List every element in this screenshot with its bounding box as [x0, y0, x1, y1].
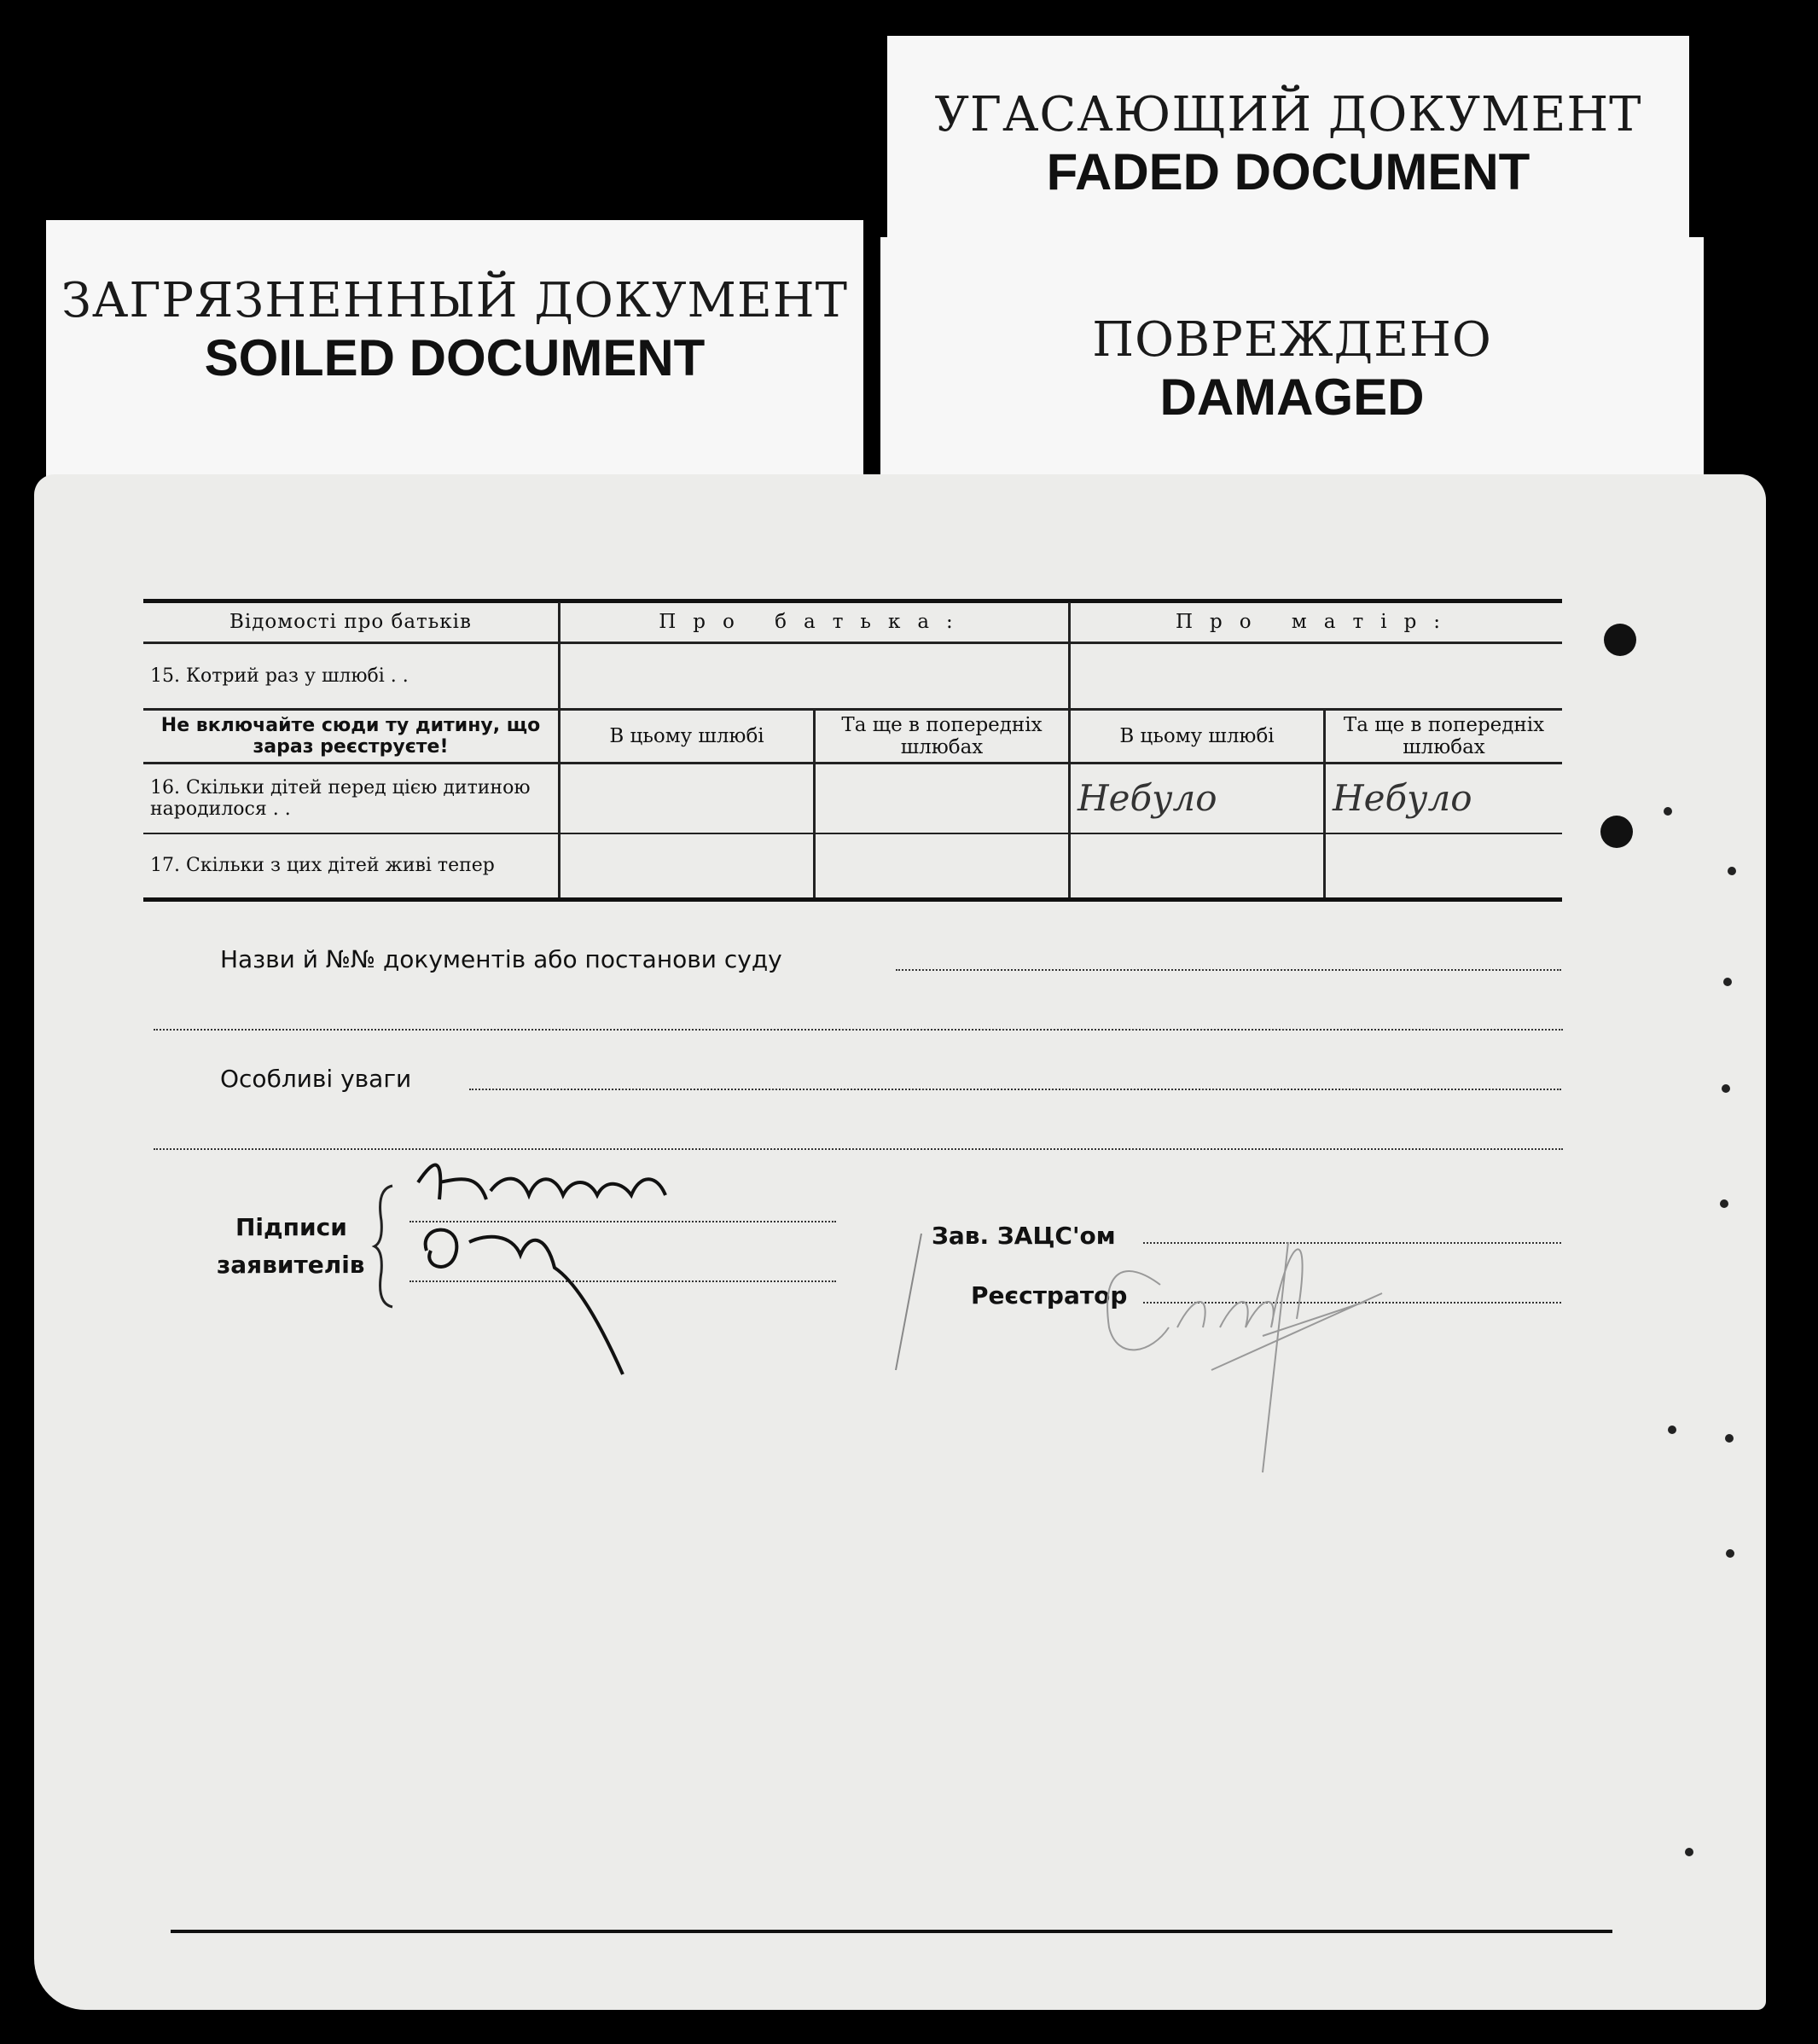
punch-mark [1685, 1848, 1693, 1856]
punch-mark [1728, 867, 1736, 875]
signatures-label-2: заявителів [217, 1251, 365, 1279]
col-header-parents: Відомості про батьків [143, 602, 560, 643]
bottom-rule [171, 1930, 1612, 1933]
q16-father-this [560, 764, 815, 833]
damaged-en-text: DAMAGED [1159, 369, 1425, 426]
punch-mark [1725, 1434, 1734, 1443]
punch-mark [1726, 1549, 1734, 1558]
col-header-father: Про батька: [560, 602, 1070, 643]
q17-mother-prev [1325, 833, 1563, 900]
q16-label: 16. Скільки дітей перед цією дитиною народилося . . [150, 776, 531, 820]
father-previous-header: Та ще в попередніх шлюбах [815, 710, 1070, 764]
q17-label: 17. Скільки з цих дітей живі тепер [150, 855, 495, 877]
q17-father-prev [815, 833, 1070, 900]
q16-mother-this: Небуло [1070, 764, 1325, 833]
soiled-ru-text: ЗАГРЯЗНЕННЫЙ ДОКУМЕНТ [61, 273, 848, 328]
faded-document-card [887, 36, 1689, 262]
father-this-marriage-header: В цьому шлюбі [560, 710, 815, 764]
faded-ru-text: УГАСАЮЩИЙ ДОКУМЕНТ [934, 87, 1642, 142]
punch-mark [1664, 807, 1672, 816]
registrar-label: Реєстратор [971, 1281, 1128, 1309]
q16-mother-prev: Небуло [1325, 764, 1563, 833]
q16-father-prev [815, 764, 1070, 833]
punch-hole [1600, 816, 1633, 848]
punch-mark [1720, 1199, 1728, 1208]
brace-icon [371, 1182, 397, 1310]
punch-mark [1723, 978, 1732, 986]
remarks-label: Особливі уваги [220, 1065, 412, 1093]
mother-this-marriage-header: В цьому шлюбі [1070, 710, 1325, 764]
mother-previous-header: Та ще в попередніх шлюбах [1325, 710, 1563, 764]
q17-father-this [560, 833, 815, 900]
damaged-ru-text: ПОВРЕЖДЕНО [1092, 312, 1492, 368]
q15-mother-cell [1070, 643, 1563, 710]
remarks-line [469, 1089, 1561, 1090]
q17-mother-this [1070, 833, 1325, 900]
col-header-mother: Про матір: [1070, 602, 1563, 643]
documents-line-2 [154, 1029, 1563, 1031]
document-sheet [34, 474, 1766, 2010]
head-label: Зав. ЗАЦС'ом [932, 1222, 1116, 1250]
punch-mark [1668, 1426, 1676, 1434]
remarks-line-2 [154, 1148, 1563, 1150]
damaged-card [880, 237, 1704, 493]
signatures-label-1: Підписи [235, 1213, 347, 1241]
registrar-signature [887, 1199, 1433, 1481]
q15-father-cell [560, 643, 1070, 710]
soiled-document-card [46, 220, 863, 485]
parents-info-table [143, 602, 1562, 902]
faded-en-text: FADED DOCUMENT [1046, 143, 1530, 200]
documents-label: Назви й №№ документів або постанови суду [220, 945, 782, 973]
punch-mark [1722, 1084, 1730, 1093]
applicant-signatures [409, 1148, 717, 1387]
soiled-en-text: SOILED DOCUMENT [204, 329, 706, 386]
exclusion-note: Не включайте сюди ту дитину, що зараз реєструєте! [160, 715, 541, 758]
punch-hole [1604, 624, 1636, 656]
q15-label: 15. Котрий раз у шлюбі . . [150, 665, 409, 687]
documents-line [896, 969, 1561, 971]
